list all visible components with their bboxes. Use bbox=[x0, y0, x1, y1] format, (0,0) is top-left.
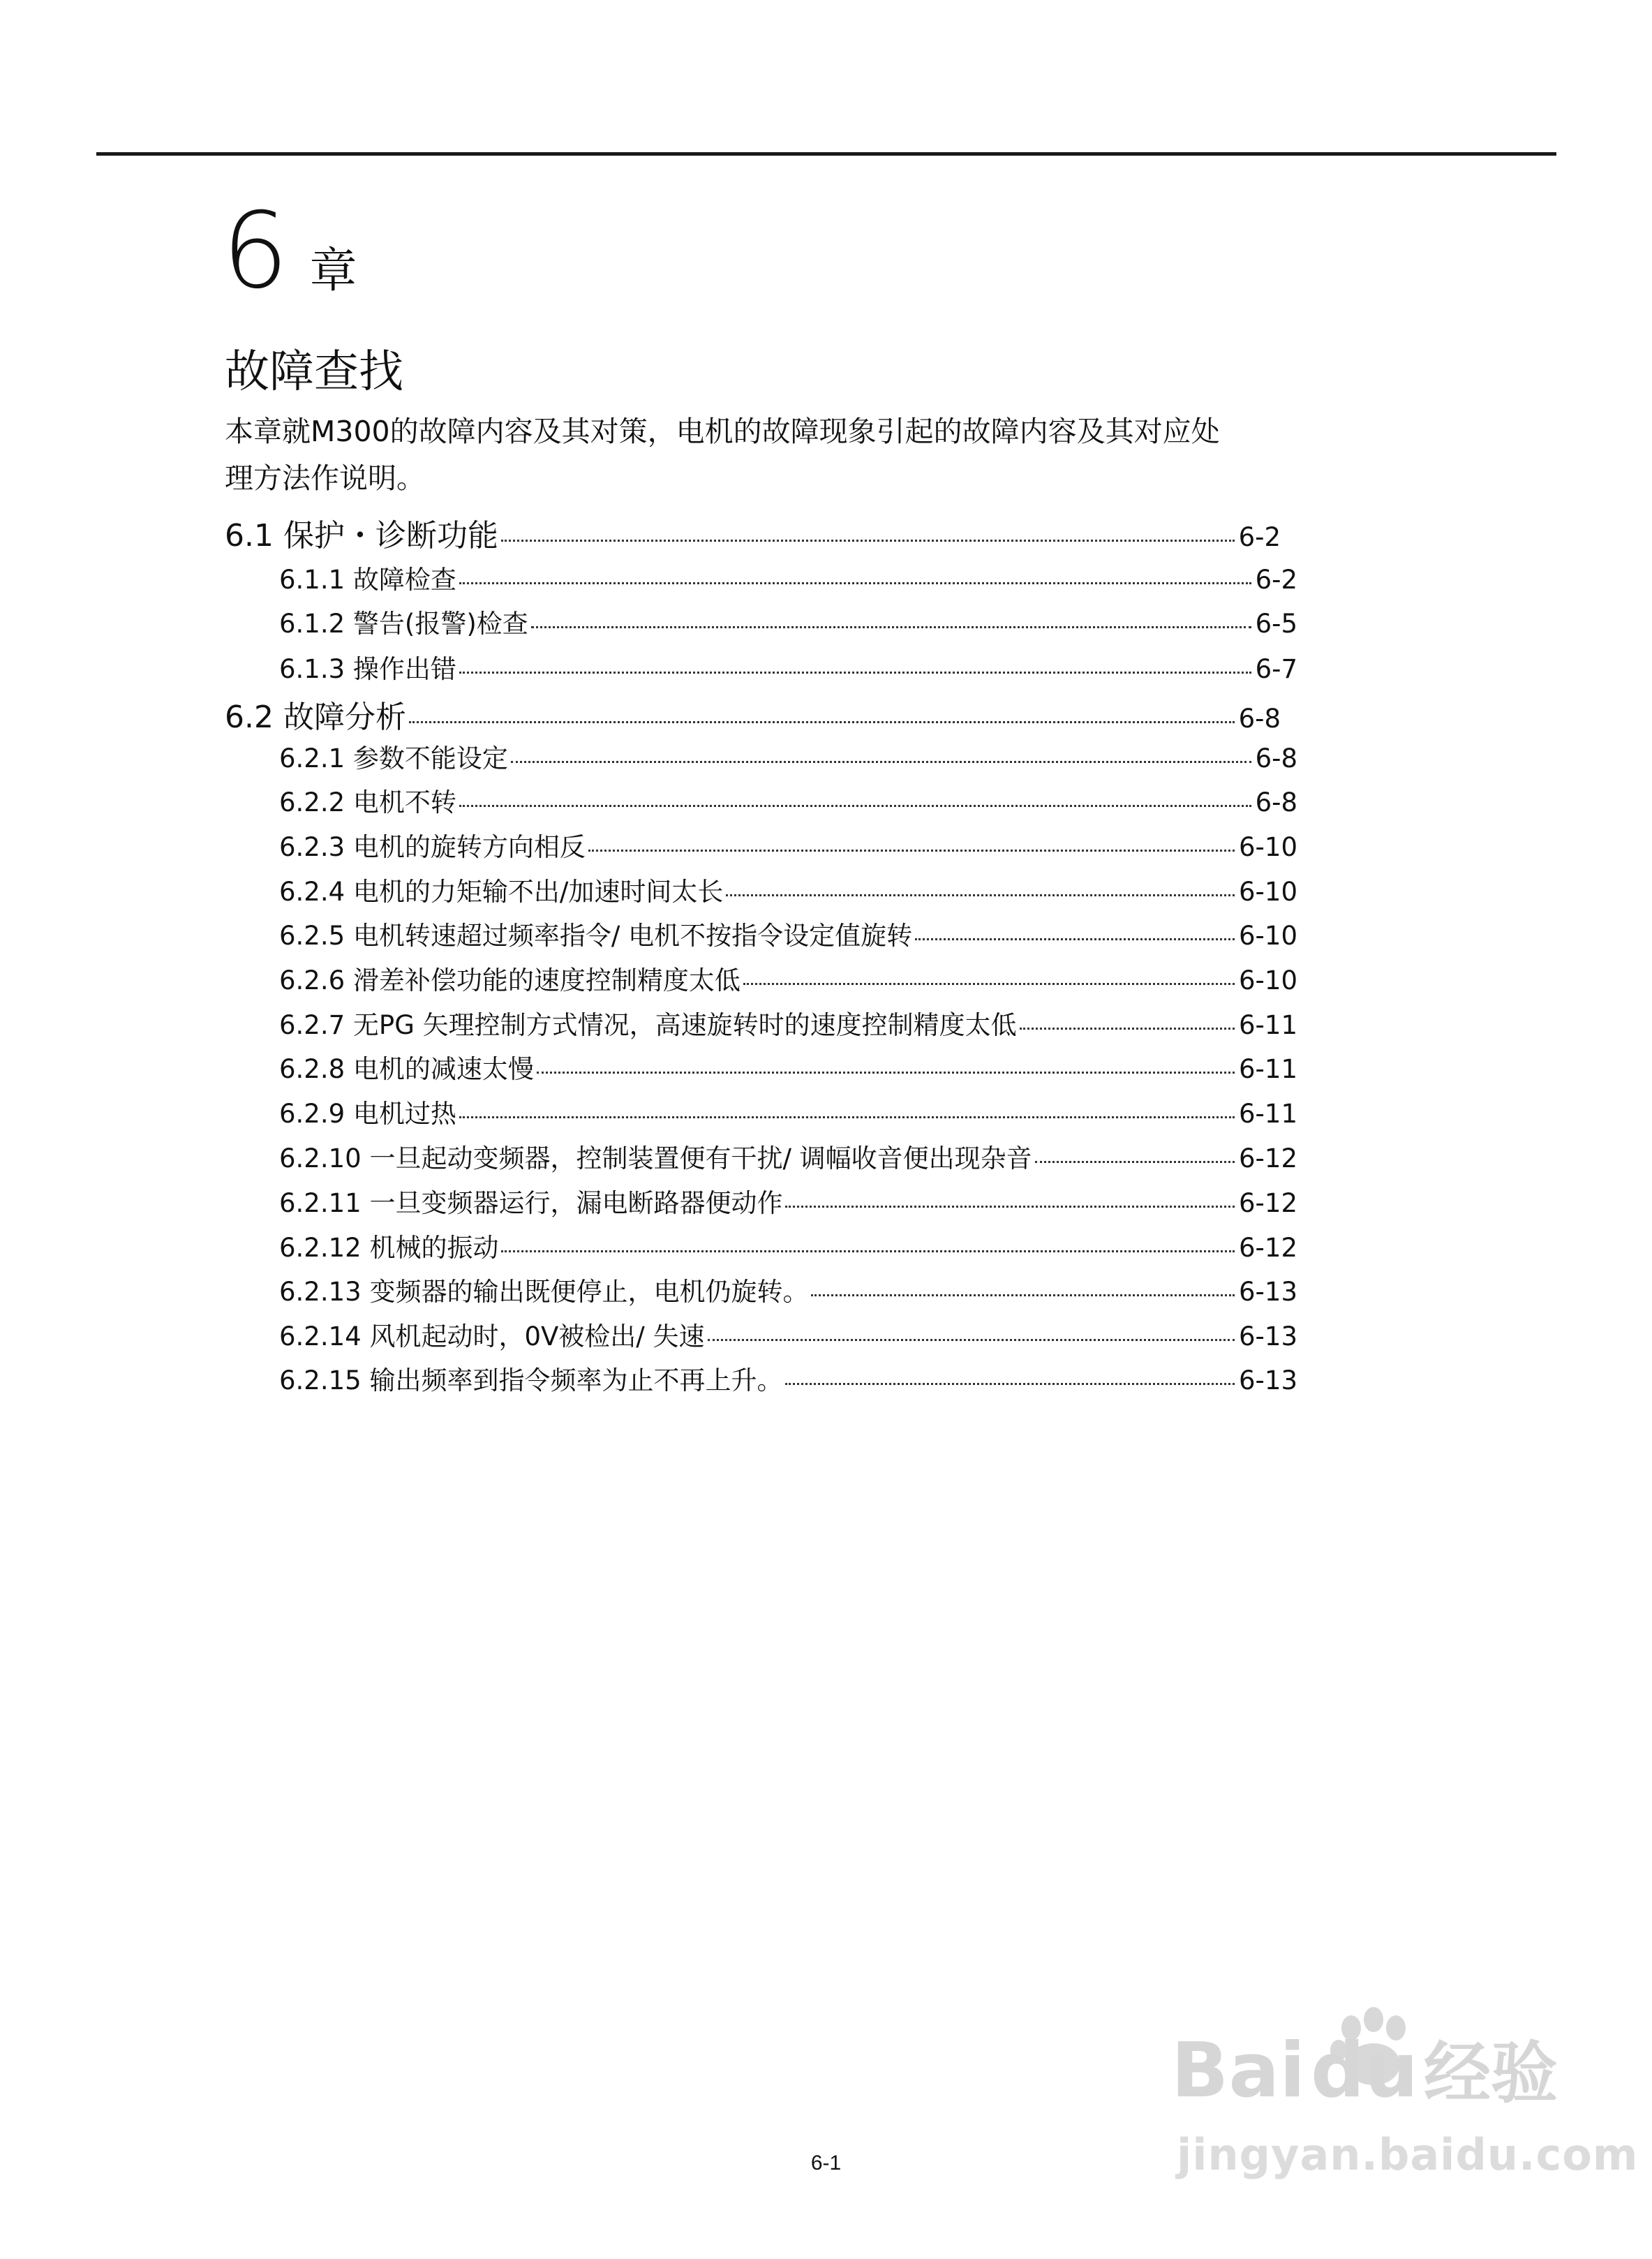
toc-entry-page: 6-8 bbox=[1238, 704, 1281, 734]
toc-entry-label: 6.1.2 警告(报警)检查 bbox=[279, 609, 528, 639]
toc-dot-leader bbox=[537, 1072, 1235, 1074]
toc-section-entry bbox=[225, 510, 1281, 555]
toc-subsection-entry bbox=[279, 602, 1297, 640]
toc-entry-label: 6.2.11 一旦变频器运行，漏电断路器便动作 bbox=[279, 1188, 783, 1218]
toc-dot-leader bbox=[1035, 1161, 1235, 1163]
toc-entry-label: 6.2.14 风机起动时，0V被检出/ 失速 bbox=[279, 1321, 705, 1351]
toc-entry-page: 6-8 bbox=[1255, 787, 1297, 817]
toc-subsection-entry bbox=[279, 1271, 1297, 1308]
svg-text:du: du bbox=[1311, 2027, 1419, 2112]
toc-subsection-entry bbox=[279, 914, 1297, 952]
toc-dot-leader bbox=[501, 540, 1235, 542]
toc-entry-page: 6-13 bbox=[1239, 1321, 1297, 1351]
toc-entry-page: 6-7 bbox=[1255, 654, 1297, 684]
toc-subsection-entry bbox=[279, 871, 1297, 908]
toc-entry-page: 6-10 bbox=[1239, 877, 1297, 907]
toc-entry-label: 6.2.5 电机转速超过频率指令/ 电机不按指令设定值旋转 bbox=[279, 921, 913, 951]
toc-entry-page: 6-11 bbox=[1239, 1010, 1297, 1040]
toc-entry-page: 6-13 bbox=[1239, 1365, 1297, 1395]
toc-subsection-entry bbox=[279, 781, 1297, 819]
toc-entry-label: 6.2 故障分析 bbox=[225, 699, 406, 735]
toc-entry-page: 6-13 bbox=[1239, 1277, 1297, 1307]
toc-entry-page: 6-8 bbox=[1255, 743, 1297, 773]
toc-entry-label: 6.2.10 一旦起动变频器，控制装置便有干扰/ 调幅收音便出现杂音 bbox=[279, 1143, 1032, 1173]
toc-entry-page: 6-2 bbox=[1238, 522, 1281, 552]
intro-paragraph bbox=[225, 408, 1411, 502]
toc-dot-leader bbox=[785, 1206, 1235, 1208]
toc-subsection-entry bbox=[279, 648, 1297, 686]
header-rule bbox=[96, 152, 1556, 156]
toc-entry-label: 6.2.7 无PG 矢理控制方式情况，高速旋转时的速度控制精度太低 bbox=[279, 1010, 1017, 1040]
baidu-logo-icon bbox=[1171, 2007, 1562, 2112]
toc-subsection-entry bbox=[279, 737, 1297, 775]
toc-section-entry bbox=[225, 692, 1281, 736]
svg-text:Bai: Bai bbox=[1171, 2027, 1306, 2112]
toc-entry-label: 6.2.15 输出频率到指令频率为止不再上升。 bbox=[279, 1365, 783, 1395]
toc-entry-label: 6.2.12 机械的振动 bbox=[279, 1233, 499, 1263]
toc-entry-label: 6.2.4 电机的力矩输不出/加速时间太长 bbox=[279, 877, 724, 907]
toc-dot-leader bbox=[785, 1383, 1235, 1385]
toc-dot-leader bbox=[501, 1250, 1235, 1252]
toc-dot-leader bbox=[459, 672, 1251, 674]
toc-subsection-entry bbox=[279, 558, 1297, 596]
toc-entry-page: 6-10 bbox=[1239, 832, 1297, 862]
toc-subsection-entry bbox=[279, 1004, 1297, 1042]
toc-subsection-entry bbox=[279, 1093, 1297, 1130]
toc-subsection-entry bbox=[279, 1048, 1297, 1086]
toc-entry-page: 6-11 bbox=[1239, 1054, 1297, 1084]
toc-dot-leader bbox=[708, 1339, 1235, 1341]
toc-entry-label: 6.1.1 故障检查 bbox=[279, 565, 456, 595]
toc-dot-leader bbox=[1020, 1028, 1235, 1030]
intro-line: 本章就M300的故障内容及其对策，电机的故障现象引起的故障内容及其对应处 bbox=[225, 415, 1220, 448]
toc-dot-leader bbox=[811, 1294, 1235, 1296]
toc-entry-page: 6-10 bbox=[1239, 965, 1297, 995]
toc-entry-label: 6.1 保护・诊断功能 bbox=[225, 518, 498, 554]
toc-subsection-entry bbox=[279, 1227, 1297, 1264]
toc-dot-leader bbox=[726, 894, 1235, 896]
toc-entry-label: 6.1.3 操作出错 bbox=[279, 654, 456, 684]
toc-entry-page: 6-12 bbox=[1239, 1233, 1297, 1263]
toc-subsection-entry bbox=[279, 826, 1297, 864]
toc-subsection-entry bbox=[279, 959, 1297, 997]
toc-dot-leader bbox=[915, 938, 1235, 940]
toc-dot-leader bbox=[511, 761, 1251, 763]
toc-entry-page: 6-2 bbox=[1255, 565, 1297, 595]
toc-entry-label: 6.2.1 参数不能设定 bbox=[279, 743, 508, 773]
watermark-url: jingyan.baidu.com bbox=[1177, 2129, 1639, 2180]
toc-entry-label: 6.2.6 滑差补偿功能的速度控制精度太低 bbox=[279, 965, 741, 995]
toc-entry-page: 6-5 bbox=[1255, 609, 1297, 639]
page-number: 6-1 bbox=[810, 2151, 842, 2175]
toc-dot-leader bbox=[459, 805, 1251, 807]
svg-text:经验: 经验 bbox=[1424, 2034, 1558, 2112]
intro-line: 理方法作说明。 bbox=[225, 461, 425, 495]
toc-entry-page: 6-11 bbox=[1239, 1099, 1297, 1129]
toc-subsection-entry bbox=[279, 1182, 1297, 1220]
section-title: 故障查找 bbox=[225, 346, 403, 398]
toc-subsection-entry bbox=[279, 1137, 1297, 1175]
baidu-jingyan-watermark bbox=[1171, 1979, 1639, 2188]
toc-subsection-entry bbox=[279, 1359, 1297, 1397]
toc-dot-leader bbox=[409, 721, 1235, 723]
toc-dot-leader bbox=[588, 850, 1235, 852]
toc-entry-label: 6.2.8 电机的减速太慢 bbox=[279, 1054, 534, 1084]
toc-dot-leader bbox=[459, 582, 1251, 584]
chapter-heading bbox=[222, 188, 357, 314]
toc-entry-label: 6.2.9 电机过热 bbox=[279, 1099, 456, 1129]
toc-dot-leader bbox=[743, 983, 1235, 985]
toc-entry-label: 6.2.2 电机不转 bbox=[279, 787, 456, 817]
chapter-suffix: 章 bbox=[309, 244, 357, 299]
toc-dot-leader bbox=[459, 1116, 1235, 1118]
chapter-number: 6 bbox=[222, 191, 289, 312]
toc-entry-page: 6-12 bbox=[1239, 1143, 1297, 1173]
toc-dot-leader bbox=[531, 626, 1251, 628]
toc-entry-label: 6.2.13 变频器的输出既便停止，电机仍旋转。 bbox=[279, 1277, 809, 1307]
toc-entry-label: 6.2.3 电机的旋转方向相反 bbox=[279, 832, 586, 862]
toc-subsection-entry bbox=[279, 1315, 1297, 1353]
toc-entry-page: 6-10 bbox=[1239, 921, 1297, 951]
toc-entry-page: 6-12 bbox=[1239, 1188, 1297, 1218]
